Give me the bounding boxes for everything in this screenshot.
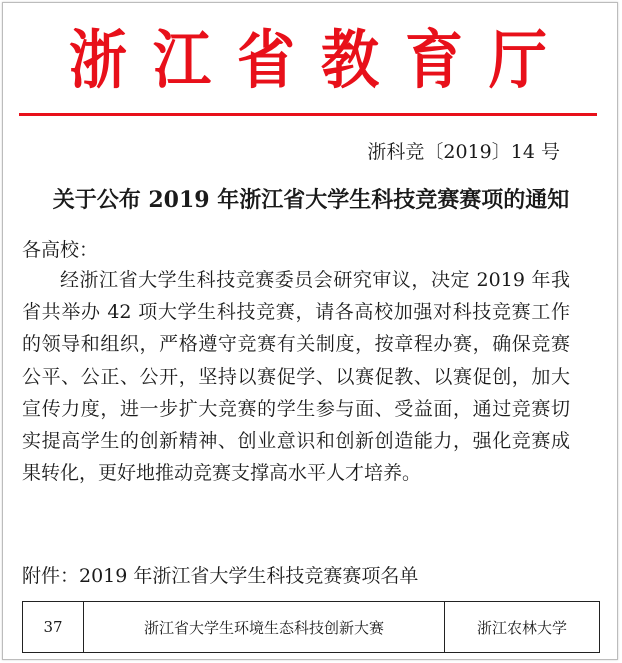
notice-body: 经浙江省大学生科技竞赛委员会研究审议，决定 2019 年我省共举办 42 项大学生科技竞赛，请各高校加强对科技竞赛工作的领导和组织，严格遵守竞赛有关制度，按章程办赛，确保竞赛公平、公正、公开，坚持以赛促学、以赛促教、以赛促创，加大宣传力度，进一步扩大竞赛的学生参与面、受益面，通过竞赛切实提高学生的创新精神、创业意识和创新创造能力，强化竞赛成果转化，更好地推动竞赛支撑高水平人才培养。 [22,269,570,485]
row-number: 37 [23,602,84,653]
host-university: 浙江农林大学 [445,602,600,653]
document-number: 浙科竞〔2019〕14 号 [367,141,560,163]
table-row [23,602,600,653]
attachment-line: 附件：2019 年浙江省大学生科技竞赛赛项名单 [22,565,419,587]
competition-name: 浙江省大学生环境生态科技创新大赛 [84,602,445,653]
masthead-title: 浙江省教育厅 [68,22,573,98]
salutation: 各高校： [22,239,99,261]
red-divider [19,113,597,116]
competition-table [22,601,600,653]
notice-title: 关于公布 2019 年浙江省大学生科技竞赛赛项的通知 [52,187,570,213]
